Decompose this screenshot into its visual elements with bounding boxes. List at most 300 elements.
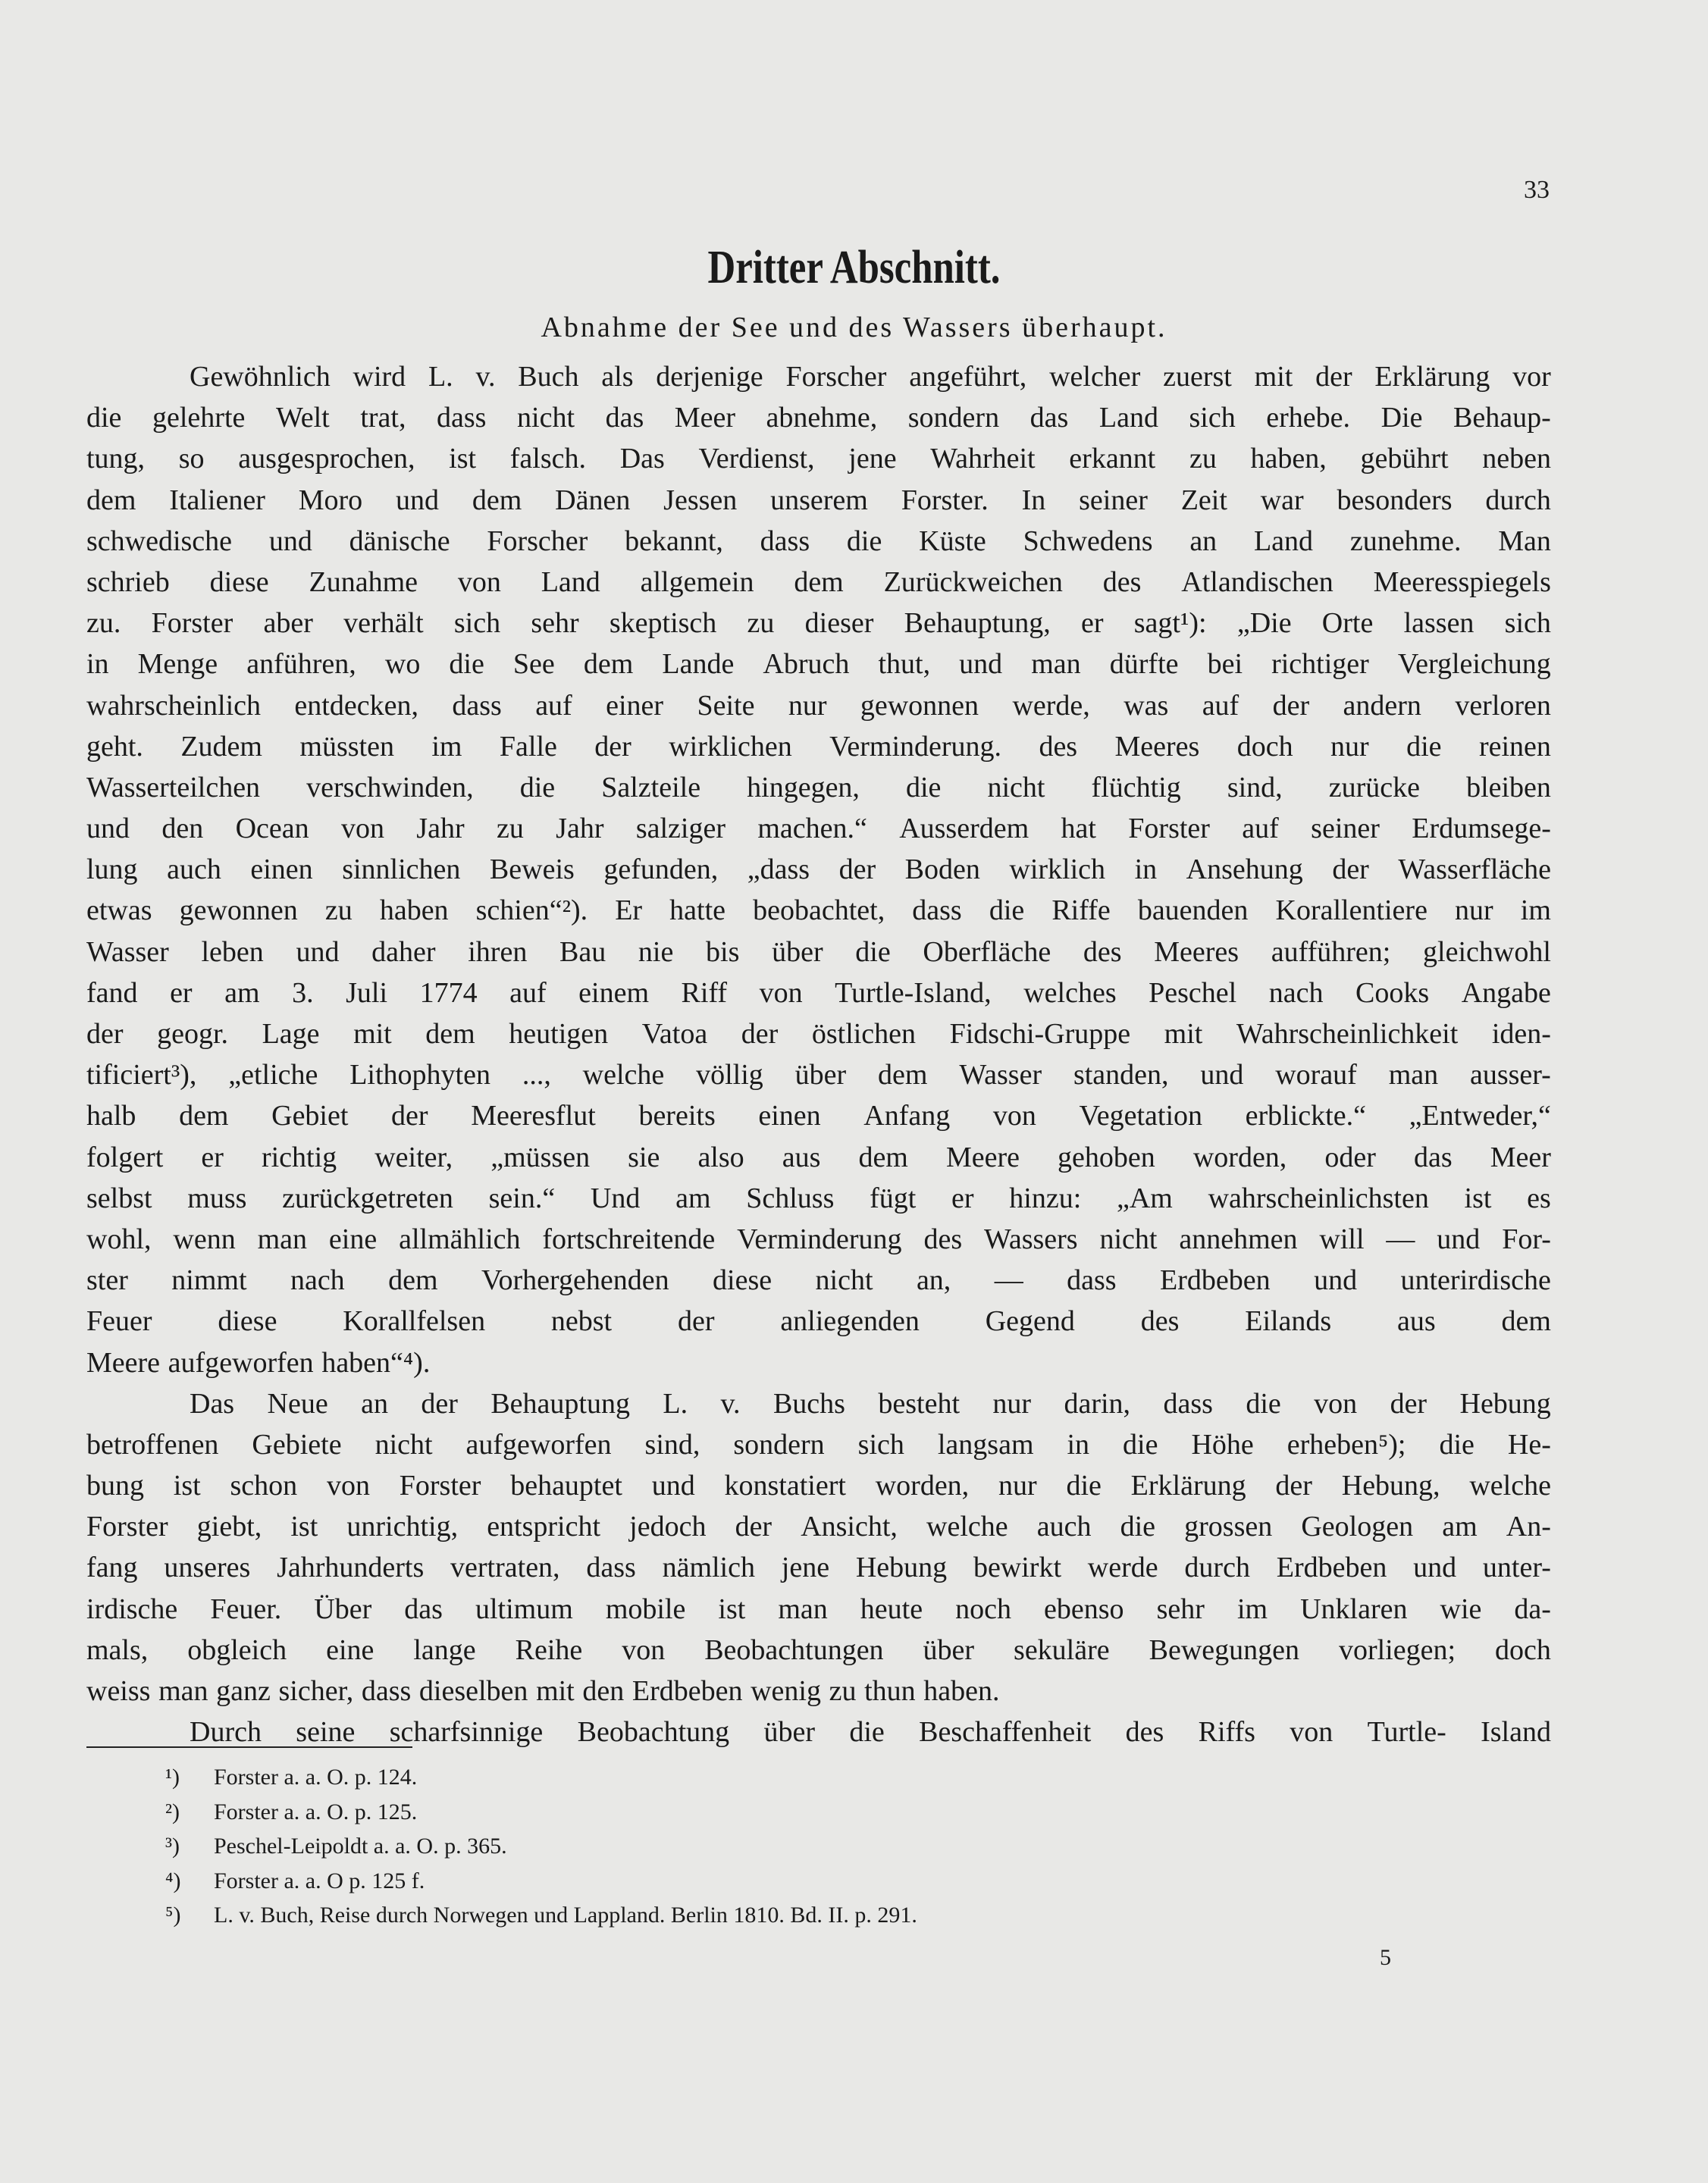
word: sind, (644, 1428, 700, 1461)
footnote (165, 1898, 1302, 1933)
footnote-mark: ⁵) (165, 1903, 181, 1928)
word: unter- (1482, 1552, 1551, 1584)
word: Feuer. (210, 1593, 282, 1625)
word: gelehrte (152, 402, 246, 434)
word: An- (1506, 1511, 1551, 1543)
word: wenn (173, 1223, 236, 1255)
word: Beweis (489, 853, 575, 886)
word: Behauptung (490, 1387, 630, 1420)
text-line (86, 1260, 1551, 1301)
word: Das (190, 1387, 235, 1420)
word: L. (663, 1387, 688, 1420)
word: lassen (1403, 607, 1475, 640)
word: geht. (86, 730, 143, 763)
word: über (794, 1059, 847, 1092)
word: zu (829, 1675, 857, 1707)
word: Zurückweichen (883, 565, 1063, 598)
word: welcher (1049, 361, 1141, 393)
word: und (396, 484, 440, 516)
word: Angabe (1461, 976, 1551, 1009)
word: unseres (164, 1552, 251, 1584)
word: des (923, 1223, 963, 1255)
word: ultimum (475, 1593, 573, 1625)
word: Feuer (86, 1305, 152, 1338)
word: worden, (1192, 1141, 1287, 1173)
word: östlichen (811, 1018, 917, 1050)
word: Peschel (1149, 976, 1237, 1009)
word: und (296, 935, 340, 968)
word: dem (388, 1264, 438, 1297)
word: Meere (86, 1346, 161, 1379)
word: „etliche (228, 1059, 318, 1092)
word: Über (314, 1593, 372, 1625)
word: das (605, 402, 644, 434)
word: haben, (1250, 443, 1327, 475)
word: nicht (1099, 1223, 1158, 1255)
word: einem (578, 976, 650, 1009)
word: dem (1501, 1305, 1551, 1338)
word: aufgeworfen (465, 1428, 612, 1461)
word: die (519, 771, 556, 803)
word: die (855, 935, 891, 968)
word: bleiben (1466, 771, 1551, 803)
word: bereits (638, 1100, 716, 1132)
word: der (391, 1100, 428, 1132)
word: man (778, 1593, 828, 1625)
word: Meeres (1114, 730, 1200, 763)
word: von (340, 813, 384, 845)
word: leben (201, 935, 264, 968)
word: der (1390, 1387, 1428, 1420)
word: über (772, 935, 823, 968)
word: Moro (298, 484, 363, 516)
word: Turtle- (1367, 1716, 1446, 1749)
text-line (86, 1383, 1551, 1424)
word: betroffenen (86, 1428, 219, 1461)
word: wird (353, 361, 406, 393)
word: dass (586, 1552, 636, 1584)
word: Verminderung (737, 1223, 902, 1255)
word: Bau (559, 935, 606, 968)
word: 3. (292, 976, 314, 1009)
word: der (86, 1018, 124, 1050)
word: zu. (86, 607, 121, 640)
word: sondern (907, 402, 1000, 434)
word: Reihe (515, 1633, 583, 1666)
word: welche (926, 1511, 1008, 1543)
word: wie (1440, 1593, 1482, 1625)
word: gebührt (1360, 443, 1449, 475)
word: sich (1189, 402, 1236, 434)
word: See (512, 648, 555, 681)
word: Geologen (1301, 1511, 1414, 1543)
word: Höhe (1191, 1428, 1254, 1461)
word: „Am (1117, 1182, 1173, 1214)
word: dem (472, 484, 522, 516)
text-line (86, 1630, 1551, 1671)
word: was (1124, 689, 1169, 722)
word: Zeit (1180, 484, 1227, 516)
word: „müssen (490, 1141, 591, 1173)
word: nur (1330, 730, 1369, 763)
word: will (1319, 1223, 1365, 1255)
word: in (1067, 1428, 1090, 1461)
word: seiner (1311, 813, 1380, 845)
word: Wasser (959, 1059, 1042, 1092)
word: andern (1343, 689, 1421, 722)
word: noch (955, 1593, 1011, 1625)
word: L. (428, 361, 453, 393)
word: der (421, 1387, 458, 1420)
word: geogr. (157, 1018, 229, 1050)
footnote-mark: ⁴) (165, 1868, 181, 1893)
word: des (1102, 565, 1142, 598)
word: Meere (945, 1141, 1020, 1173)
word: Behaup- (1453, 402, 1551, 434)
word: weiss (86, 1675, 151, 1707)
word: obgleich (187, 1633, 287, 1666)
word: Gebiete (252, 1428, 342, 1461)
word: machen.“ (757, 813, 867, 845)
word: ganz (216, 1675, 271, 1707)
word: In (1021, 484, 1046, 516)
word: ihren (468, 935, 528, 968)
word: über (763, 1716, 816, 1749)
word: Hebung, (1341, 1470, 1440, 1502)
word: dass (1067, 1264, 1117, 1297)
word: das (404, 1593, 443, 1625)
word: im (431, 730, 462, 763)
word: und (268, 525, 312, 557)
word: Riff (681, 976, 728, 1009)
word: nach (1268, 976, 1324, 1009)
word: aufführen; (1271, 935, 1391, 968)
word: Schwedens (1023, 525, 1153, 557)
word: aus (1397, 1305, 1436, 1338)
word: Die (1381, 402, 1423, 434)
word: lange (413, 1633, 476, 1666)
word: Salzteile (601, 771, 701, 803)
word: von (992, 1100, 1036, 1132)
text-line (86, 1342, 1551, 1383)
word: Man (1498, 525, 1551, 557)
word: der (1315, 361, 1352, 393)
word: wenig (751, 1675, 821, 1707)
word: Forster (1128, 813, 1210, 845)
word: He- (1507, 1428, 1551, 1461)
word: Erdumsege- (1412, 813, 1551, 845)
text-line (86, 1054, 1551, 1095)
word: den (582, 1675, 625, 1707)
word: Forscher (487, 525, 588, 557)
word: sind, (1227, 771, 1283, 803)
word: wo (384, 648, 421, 681)
word: unserem (770, 484, 868, 516)
word: ist (290, 1511, 318, 1543)
word: die (906, 771, 942, 803)
word: standen, (1073, 1059, 1169, 1092)
word: wahrscheinlichsten (1208, 1182, 1429, 1214)
word: ..., (522, 1059, 551, 1092)
word: abnehme, (766, 402, 878, 434)
word: richtig (261, 1141, 337, 1173)
word: an, (916, 1264, 951, 1297)
word: sicher, (278, 1675, 354, 1707)
word: er (170, 976, 193, 1009)
word: Juli (346, 976, 388, 1009)
word: — (1386, 1223, 1415, 1255)
word: gewonnen (860, 689, 979, 722)
word: nie (638, 935, 674, 968)
word: der (1272, 689, 1310, 722)
word: „dass (747, 853, 810, 886)
word: und (1314, 1264, 1358, 1297)
word: einen (250, 853, 313, 886)
word: fang (86, 1552, 138, 1584)
word: am (1442, 1511, 1478, 1543)
word: dass (1163, 1387, 1213, 1420)
word: daher (371, 935, 436, 968)
text-line (86, 808, 1551, 849)
word: tung, (86, 443, 146, 475)
word: — (994, 1264, 1023, 1297)
word: darin, (1064, 1387, 1131, 1420)
word: zurückgetreten (282, 1182, 453, 1214)
word: thut, (878, 648, 931, 681)
word: Meeresspiegels (1373, 565, 1551, 598)
word: von (1290, 1716, 1333, 1749)
word: Lage (262, 1018, 320, 1050)
text-line (86, 1301, 1551, 1342)
word: von (759, 976, 803, 1009)
word: von (457, 565, 501, 598)
word: schien“²). (475, 894, 588, 927)
word: und (1200, 1059, 1244, 1092)
word: Bewegungen (1149, 1633, 1299, 1666)
footnote-text: Forster a. a. O. p. 124. (214, 1765, 418, 1790)
word: den (161, 813, 204, 845)
word: unterirdische (1400, 1264, 1551, 1297)
word: weiter, (375, 1141, 453, 1173)
word: die (449, 648, 484, 681)
word: zu (747, 607, 775, 640)
word: Erdbeben (1276, 1552, 1387, 1584)
word: durch (1485, 484, 1551, 516)
section-subheading: Abnahme der See und des Wassers überhaupt. (541, 312, 1167, 343)
word: im (1236, 1593, 1268, 1625)
footnote-text: Forster a. a. O. p. 125. (214, 1799, 418, 1824)
text-line (86, 1013, 1551, 1054)
word: trat, (360, 402, 406, 434)
text-line (86, 1219, 1551, 1260)
text-line (86, 438, 1551, 479)
footnotes (165, 1760, 1302, 1933)
word: Cooks (1355, 976, 1430, 1009)
word: Er (615, 894, 643, 927)
word: und (86, 813, 130, 845)
word: nicht (375, 1428, 433, 1461)
word: dem (794, 565, 844, 598)
word: von (326, 1470, 370, 1502)
word: Forster (151, 607, 233, 640)
word: dem (858, 1141, 908, 1173)
word: sein.“ (488, 1182, 556, 1214)
word: die (1123, 1428, 1158, 1461)
word: von (622, 1633, 666, 1666)
word: der (1275, 1470, 1312, 1502)
word: einen (758, 1100, 821, 1132)
word: Buchs (773, 1387, 845, 1420)
word: Wassers (984, 1223, 1078, 1255)
word: welche (1469, 1470, 1551, 1502)
word: mit (536, 1675, 575, 1707)
word: nach (290, 1264, 345, 1297)
word: Riffs (1198, 1716, 1255, 1749)
word: richtiger (1271, 648, 1369, 681)
word: Meer (1490, 1141, 1551, 1173)
word: Land (1253, 525, 1314, 557)
footnote-text: Forster a. a. O p. 125 f. (214, 1868, 425, 1893)
word: auch (1036, 1511, 1092, 1543)
word: Vegetation (1079, 1100, 1203, 1132)
word: ist (449, 443, 477, 475)
word: grossen (1184, 1511, 1273, 1543)
word: sinnlichen (342, 853, 461, 886)
word: Wahrheit (930, 443, 1036, 475)
word: muss (187, 1182, 247, 1214)
word: sehr (1156, 1593, 1205, 1625)
word: die (846, 525, 882, 557)
word: entdecken, (294, 689, 418, 722)
word: nebst (550, 1305, 613, 1338)
word: im (1520, 894, 1551, 927)
word: thun (864, 1675, 916, 1707)
word: welche (582, 1059, 665, 1092)
word: scharfsinnige (389, 1716, 544, 1749)
word: Verdienst, (698, 443, 815, 475)
text-line (86, 1547, 1551, 1588)
word: Forscher (785, 361, 887, 393)
word: am (675, 1182, 711, 1214)
word: Italiener (169, 484, 265, 516)
word: Riffe (1051, 894, 1111, 927)
word: Küste (919, 525, 986, 557)
word: fortschreitende (542, 1223, 716, 1255)
word: Atlandischen (1181, 565, 1333, 598)
word: Erklärung (1374, 361, 1490, 393)
word: auf (1202, 689, 1239, 722)
word: er (951, 1182, 974, 1214)
word: diese (713, 1264, 773, 1297)
word: Gewöhnlich (190, 361, 331, 393)
word: in (1134, 853, 1158, 886)
word: doch (1495, 1633, 1551, 1666)
word: Anfang (863, 1100, 951, 1132)
text-line (86, 1589, 1551, 1630)
word: durch (1184, 1552, 1250, 1584)
page-number: 33 (1524, 176, 1550, 204)
word: Meeresflut (471, 1100, 596, 1132)
word: worauf (1275, 1059, 1357, 1092)
word: allgemein (640, 565, 754, 598)
word: wirklich (1009, 853, 1106, 886)
word: selbst (86, 1182, 152, 1214)
word: Beobachtungen (704, 1633, 884, 1666)
word: von (1314, 1387, 1358, 1420)
word: nimmt (171, 1264, 247, 1297)
word: Wahrscheinlichkeit (1236, 1018, 1459, 1050)
word: aber (263, 607, 313, 640)
word: sich (453, 607, 501, 640)
word: die (849, 1716, 885, 1749)
word: Wasserteilchen (86, 771, 261, 803)
text-line (86, 1506, 1551, 1547)
word: Menge (137, 648, 218, 681)
text-line (86, 1465, 1551, 1506)
word: die (1406, 730, 1442, 763)
word: beobachtet, (753, 894, 885, 927)
text-line (86, 521, 1551, 562)
text-line (86, 972, 1551, 1013)
word: mobile (605, 1593, 686, 1625)
word: der (741, 1018, 779, 1050)
word: werde (1087, 1552, 1158, 1584)
word: zu (324, 894, 353, 927)
word: ist (173, 1470, 201, 1502)
footnote-mark: ¹) (165, 1765, 180, 1790)
word: mals, (86, 1633, 149, 1666)
word: wohl, (86, 1223, 152, 1255)
word: dieser (804, 607, 874, 640)
word: v. (720, 1387, 741, 1420)
word: haben (379, 894, 449, 927)
word: tificiert³), (86, 1059, 197, 1092)
word: der (594, 730, 631, 763)
word: eine (328, 1223, 378, 1255)
text-line (86, 562, 1551, 603)
word: schon (230, 1470, 298, 1502)
word: Durch (190, 1716, 262, 1749)
word: giebt, (196, 1511, 262, 1543)
word: nämlich (662, 1552, 755, 1584)
word: dem (86, 484, 136, 516)
word: schrieb (86, 565, 170, 598)
word: müssten (299, 730, 394, 763)
word: oder (1324, 1141, 1376, 1173)
text-line (86, 480, 1551, 521)
word: bauenden (1137, 894, 1249, 927)
word: Fidschi-Gruppe (949, 1018, 1131, 1050)
word: 1774 (419, 976, 478, 1009)
word: „Entweder,“ (1409, 1100, 1551, 1132)
word: als (601, 361, 634, 393)
word: seine (296, 1716, 356, 1749)
word: iden- (1491, 1018, 1551, 1050)
word: Erklärung (1130, 1470, 1246, 1502)
word: am (224, 976, 260, 1009)
word: es (1527, 1182, 1551, 1214)
word: flüchtig (1091, 771, 1181, 803)
word: war (1260, 484, 1304, 516)
text-line (86, 767, 1551, 808)
word: haben“⁴). (321, 1346, 431, 1379)
word: sondern (733, 1428, 825, 1461)
word: fand (86, 976, 138, 1009)
word: einer (606, 689, 664, 722)
text-line (86, 726, 1551, 767)
word: Meeres (1154, 935, 1239, 968)
word: Vatoa (641, 1018, 708, 1050)
